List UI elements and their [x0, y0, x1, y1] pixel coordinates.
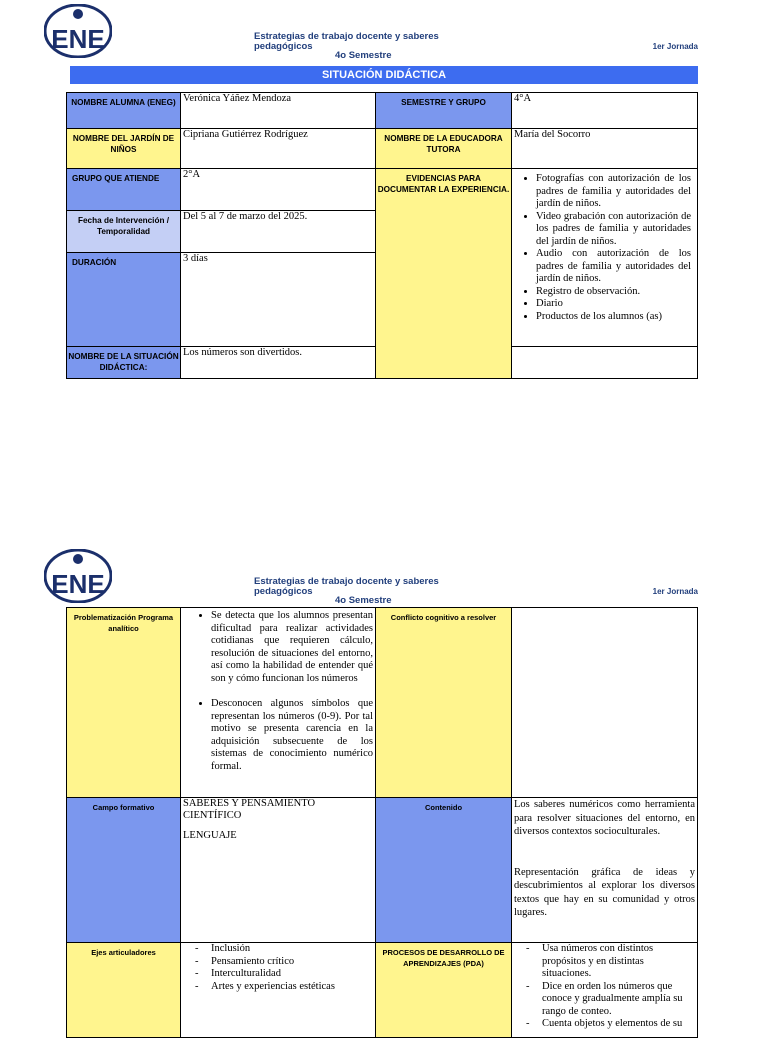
logo-text: ENE [51, 24, 105, 54]
alumna-label: NOMBRE ALUMNA (ENEG) [67, 93, 181, 129]
page-2 [0, 545, 768, 1029]
ene-logo-icon [44, 549, 112, 603]
empty-cell [512, 347, 698, 379]
list-item: • Audio con autorización de los padres de familia y autoridades del jardín de niños. [536, 248, 691, 286]
list-item: • Productos de los alumnos (as) [536, 311, 691, 324]
list-item: • Diario [536, 298, 691, 311]
header-title: Estrategias de trabajo docente y saberes pedagógicos [254, 576, 439, 597]
info-table [66, 92, 698, 379]
list-item: - Pensamiento crítico [211, 956, 375, 969]
fecha-label: Fecha de Intervención / Temporalidad [67, 211, 181, 253]
ejes-label: Ejes articuladores [67, 943, 181, 1038]
list-item: • Video grabación con autorización de los padres de familia y autoridades del jardín de niños. [536, 211, 691, 249]
jardin-label: NOMBRE DEL JARDÍN DE NIÑOS [67, 129, 181, 169]
fecha-value: Del 5 al 7 de marzo del 2025. [181, 211, 376, 253]
problematizacion-label: Problematización Programa analítico [67, 608, 181, 798]
educadora-value: María del Socorro [512, 129, 698, 169]
conflicto-value [512, 608, 698, 798]
duracion-value: 3 días [181, 253, 376, 347]
ejes-cell [181, 943, 376, 1038]
header-semester: 4o Semestre [335, 50, 392, 61]
conflicto-label: Conflicto cognitivo a resolver [376, 608, 512, 798]
problematizacion-list [181, 610, 375, 773]
list-item: - Artes y experiencias estéticas [211, 981, 375, 994]
duracion-label: DURACIÓN [67, 253, 181, 347]
contenido-value: Representación gráfica de ideas y descubrimientos al explorar los diversos textos que hay en su comunidad y otros lugares. [514, 866, 695, 918]
contenido-value: Los saberes numéricos como herramienta para resolver situaciones del entorno, en diversos contextos socioculturales. [514, 799, 695, 837]
list-item: • Desconocen algunos símbolos que representan los números (0-9). Por tal motivo se presenta carencia en la adquisición subsecuente de los sistemas de conocimiento numérico formal. [211, 698, 373, 773]
semestre-value: 4°A [512, 93, 698, 129]
list-item: - Dice en orden los números que conoce y gradualmente amplía su rango de conteo. [542, 981, 695, 1019]
pda-label: PROCESOS DE DESARROLLO DE APRENDIZAJES (PDA) [376, 943, 512, 1038]
logo-text: ENE [51, 569, 105, 599]
pda-list [512, 943, 697, 1031]
jardin-value: Cipriana Gutiérrez Rodríguez [181, 129, 376, 169]
evidencias-cell [512, 169, 698, 347]
list-item: - Interculturalidad [211, 968, 375, 981]
educadora-label: NOMBRE DE LA EDUCADORA TUTORA [376, 129, 512, 169]
grupo-value: 2°A [181, 169, 376, 211]
semestre-label: SEMESTRE Y GRUPO [376, 93, 512, 129]
contenido-cell [512, 798, 698, 943]
list-item: • Fotografías con autorización de los padres de familia y autoridades del jardín de niños. [536, 173, 691, 211]
situacion-value: Los números son divertidos. [181, 347, 376, 379]
alumna-value: Verónica Yáñez Mendoza [181, 93, 376, 129]
ejes-list [181, 943, 375, 993]
ene-logo-icon [44, 4, 112, 58]
list-item: • Se detecta que los alumnos presentan dificultad para realizar actividades cotidianas que requieren cálculo, resolución de situaciones del entorno, así como la habilidad de entender qué son y cómo funcionan los números [211, 610, 373, 685]
page-header [0, 545, 768, 611]
list-item: - Cuenta objetos y elementos de su [542, 1018, 695, 1031]
list-item: - Usa números con distintos propósitos y en distintas situaciones. [542, 943, 695, 981]
planning-table [66, 607, 698, 1038]
header-title: Estrategias de trabajo docente y saberes pedagógicos [254, 31, 439, 52]
contenido-label: Contenido [376, 798, 512, 943]
list-item: • Registro de observación. [536, 286, 691, 299]
pda-cell [512, 943, 698, 1038]
campo-value: LENGUAJE [183, 830, 237, 841]
page-header [0, 0, 768, 66]
header-jornada: 1er Jornada [652, 42, 698, 51]
campo-cell [181, 798, 376, 943]
header-semester: 4o Semestre [335, 595, 392, 606]
problematizacion-cell [181, 608, 376, 798]
evidencias-label: EVIDENCIAS PARA DOCUMENTAR LA EXPERIENCIA. [376, 169, 512, 379]
list-item: - Inclusión [211, 943, 375, 956]
header-jornada: 1er Jornada [652, 587, 698, 596]
evidencias-list [512, 173, 697, 323]
campo-label: Campo formativo [67, 798, 181, 943]
situacion-banner: SITUACIÓN DIDÁCTICA [70, 66, 698, 84]
campo-value: SABERES Y PENSAMIENTO CIENTÍFICO [183, 798, 316, 821]
situacion-label: NOMBRE DE LA SITUACIÓN DIDÁCTICA: [67, 347, 181, 379]
grupo-label: GRUPO QUE ATIENDE [67, 169, 181, 211]
